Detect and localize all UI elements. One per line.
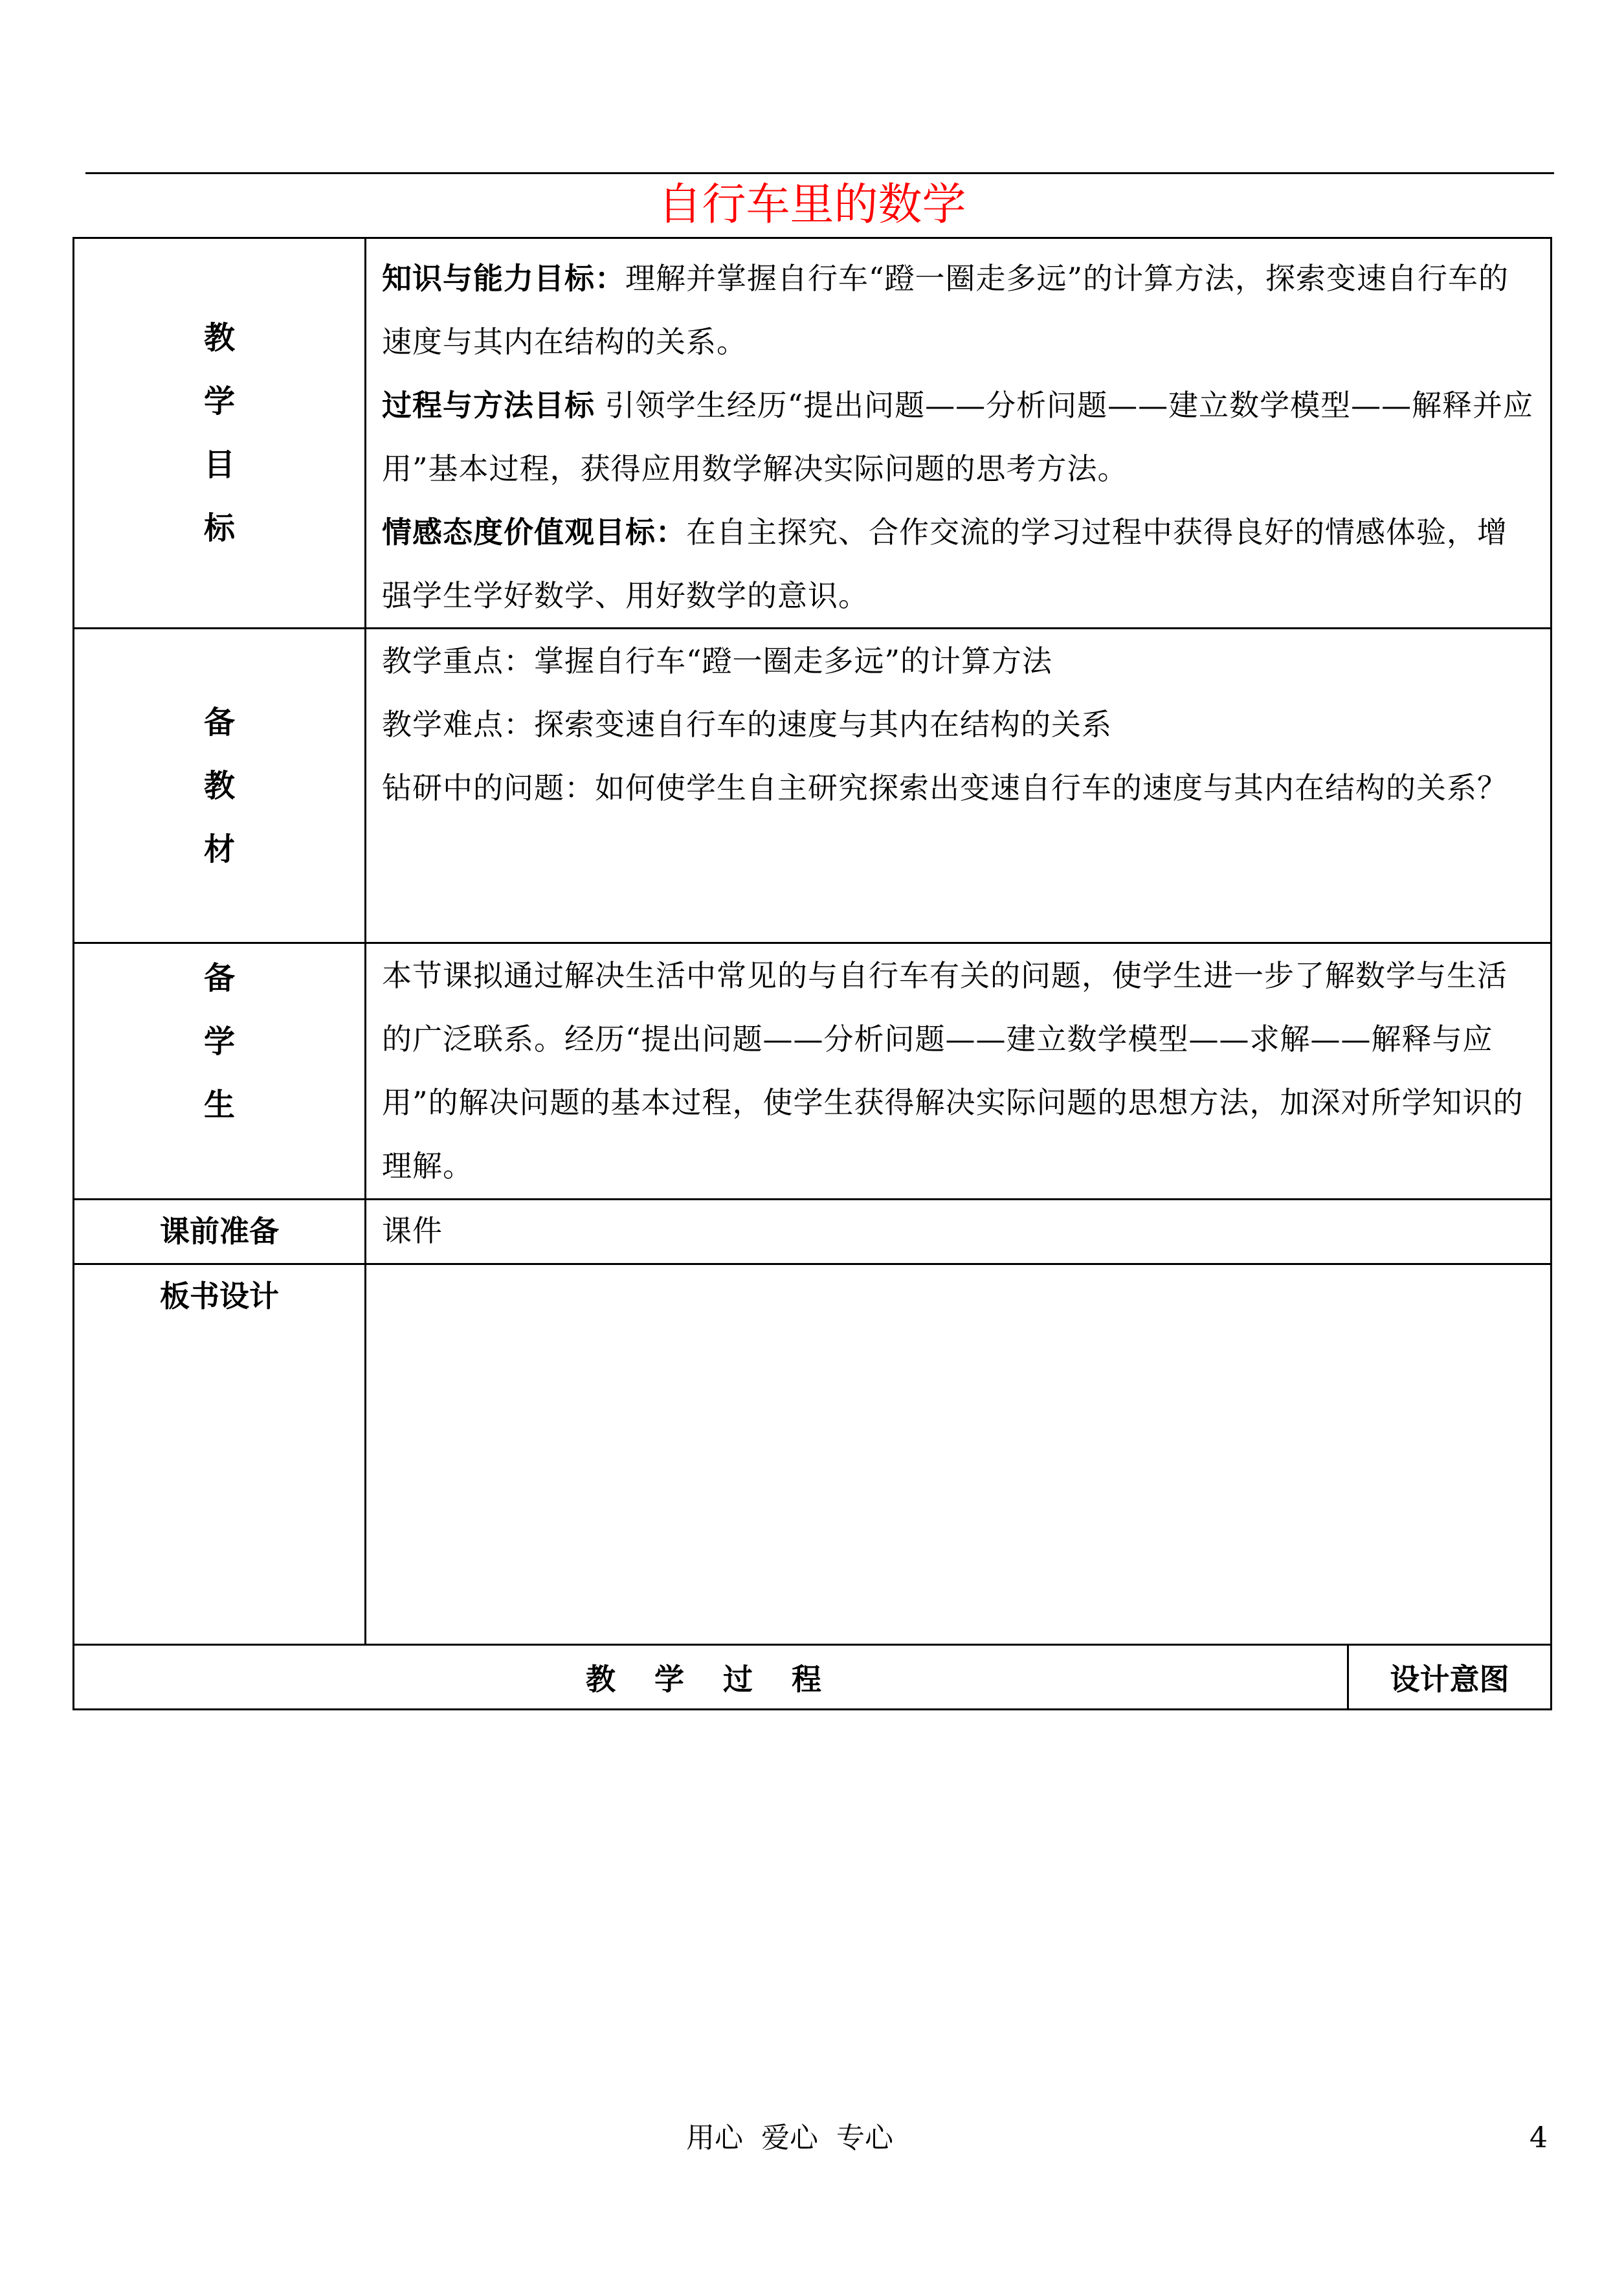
emotion-objective: [382, 500, 1535, 627]
objectives-content: [366, 238, 1552, 629]
teaching-focus: 教学重点：掌握自行车“蹬一圈走多远”的计算方法: [382, 643, 1053, 678]
materials-label: [74, 629, 366, 943]
emotion-heading: 情感态度价值观目标：: [382, 515, 686, 550]
knowledge-objective: [382, 247, 1535, 374]
board-design-area: [366, 1264, 1552, 1645]
header-rule: [85, 172, 1554, 174]
emotion-text: 在自主探究、合作交流的学习过程中获得良好的情感体验，增强学生学好数学、用好数学的意识。: [382, 515, 1507, 613]
preparation-label: 课前准备: [74, 1200, 366, 1264]
students-text: 本节课拟通过解决生活中常见的与自行车有关的问题，使学生进一步了解数学与生活的广泛联系。经历“提出问题——分析问题——建立数学模型——求解——解释与应用”的解决问题的基本过程，使学生获得解决实际问题的思想方法，加深对所学知识的理解。: [382, 958, 1524, 1183]
process-objective: [382, 374, 1535, 500]
process-heading: 过程与方法目标: [382, 388, 595, 423]
label-char: 备: [203, 704, 235, 741]
knowledge-text: 理解并掌握自行车“蹬一圈走多远”的计算方法，探索变速自行车的速度与其内在结构的关系。: [382, 261, 1509, 359]
label-char: 教: [203, 320, 235, 356]
materials-content: [366, 629, 1552, 943]
label-char: 材: [203, 831, 235, 867]
research-question: 钻研中的问题：如何使学生自主研究探索出变速自行车的速度与其内在结构的关系？: [382, 770, 1507, 805]
label-char: 学: [203, 383, 235, 419]
preparation-text: 课件: [382, 1213, 443, 1248]
teaching-process-header: 教 学 过 程: [74, 1645, 1348, 1710]
knowledge-heading: 知识与能力目标：: [382, 261, 625, 296]
label-char: 目: [203, 447, 235, 483]
label-char: 学: [203, 1023, 235, 1060]
students-label: [74, 943, 366, 1200]
label-char: 备: [203, 960, 235, 996]
preparation-value: [366, 1200, 1552, 1264]
page-number: 4: [1529, 2121, 1548, 2154]
lesson-plan-table: [72, 237, 1552, 1710]
page-footer: [0, 2116, 1624, 2161]
objectives-label: [74, 238, 366, 629]
label-char: 标: [203, 510, 235, 546]
board-design-row: [74, 1264, 1552, 1645]
teaching-difficulty: 教学难点：探索变速自行车的速度与其内在结构的关系: [382, 707, 1112, 742]
preparation-row: [74, 1200, 1552, 1264]
materials-row: [74, 629, 1552, 943]
label-char: 生: [203, 1087, 235, 1123]
objectives-row: [74, 238, 1552, 629]
design-intent-header: 设计意图: [1348, 1645, 1552, 1710]
label-char: 教: [203, 767, 235, 804]
process-header-row: [74, 1645, 1552, 1710]
footer-motto: 用心 爱心 专心: [686, 2121, 893, 2154]
students-row: [74, 943, 1552, 1200]
document-title: 自行车里的数学: [658, 179, 966, 230]
board-design-label: 板书设计: [74, 1264, 366, 1645]
students-content: [366, 943, 1552, 1200]
process-text: 引领学生经历“提出问题——分析问题——建立数学模型——解释并应用”基本过程，获得应用数学解决实际问题的思考方法。: [382, 388, 1534, 486]
